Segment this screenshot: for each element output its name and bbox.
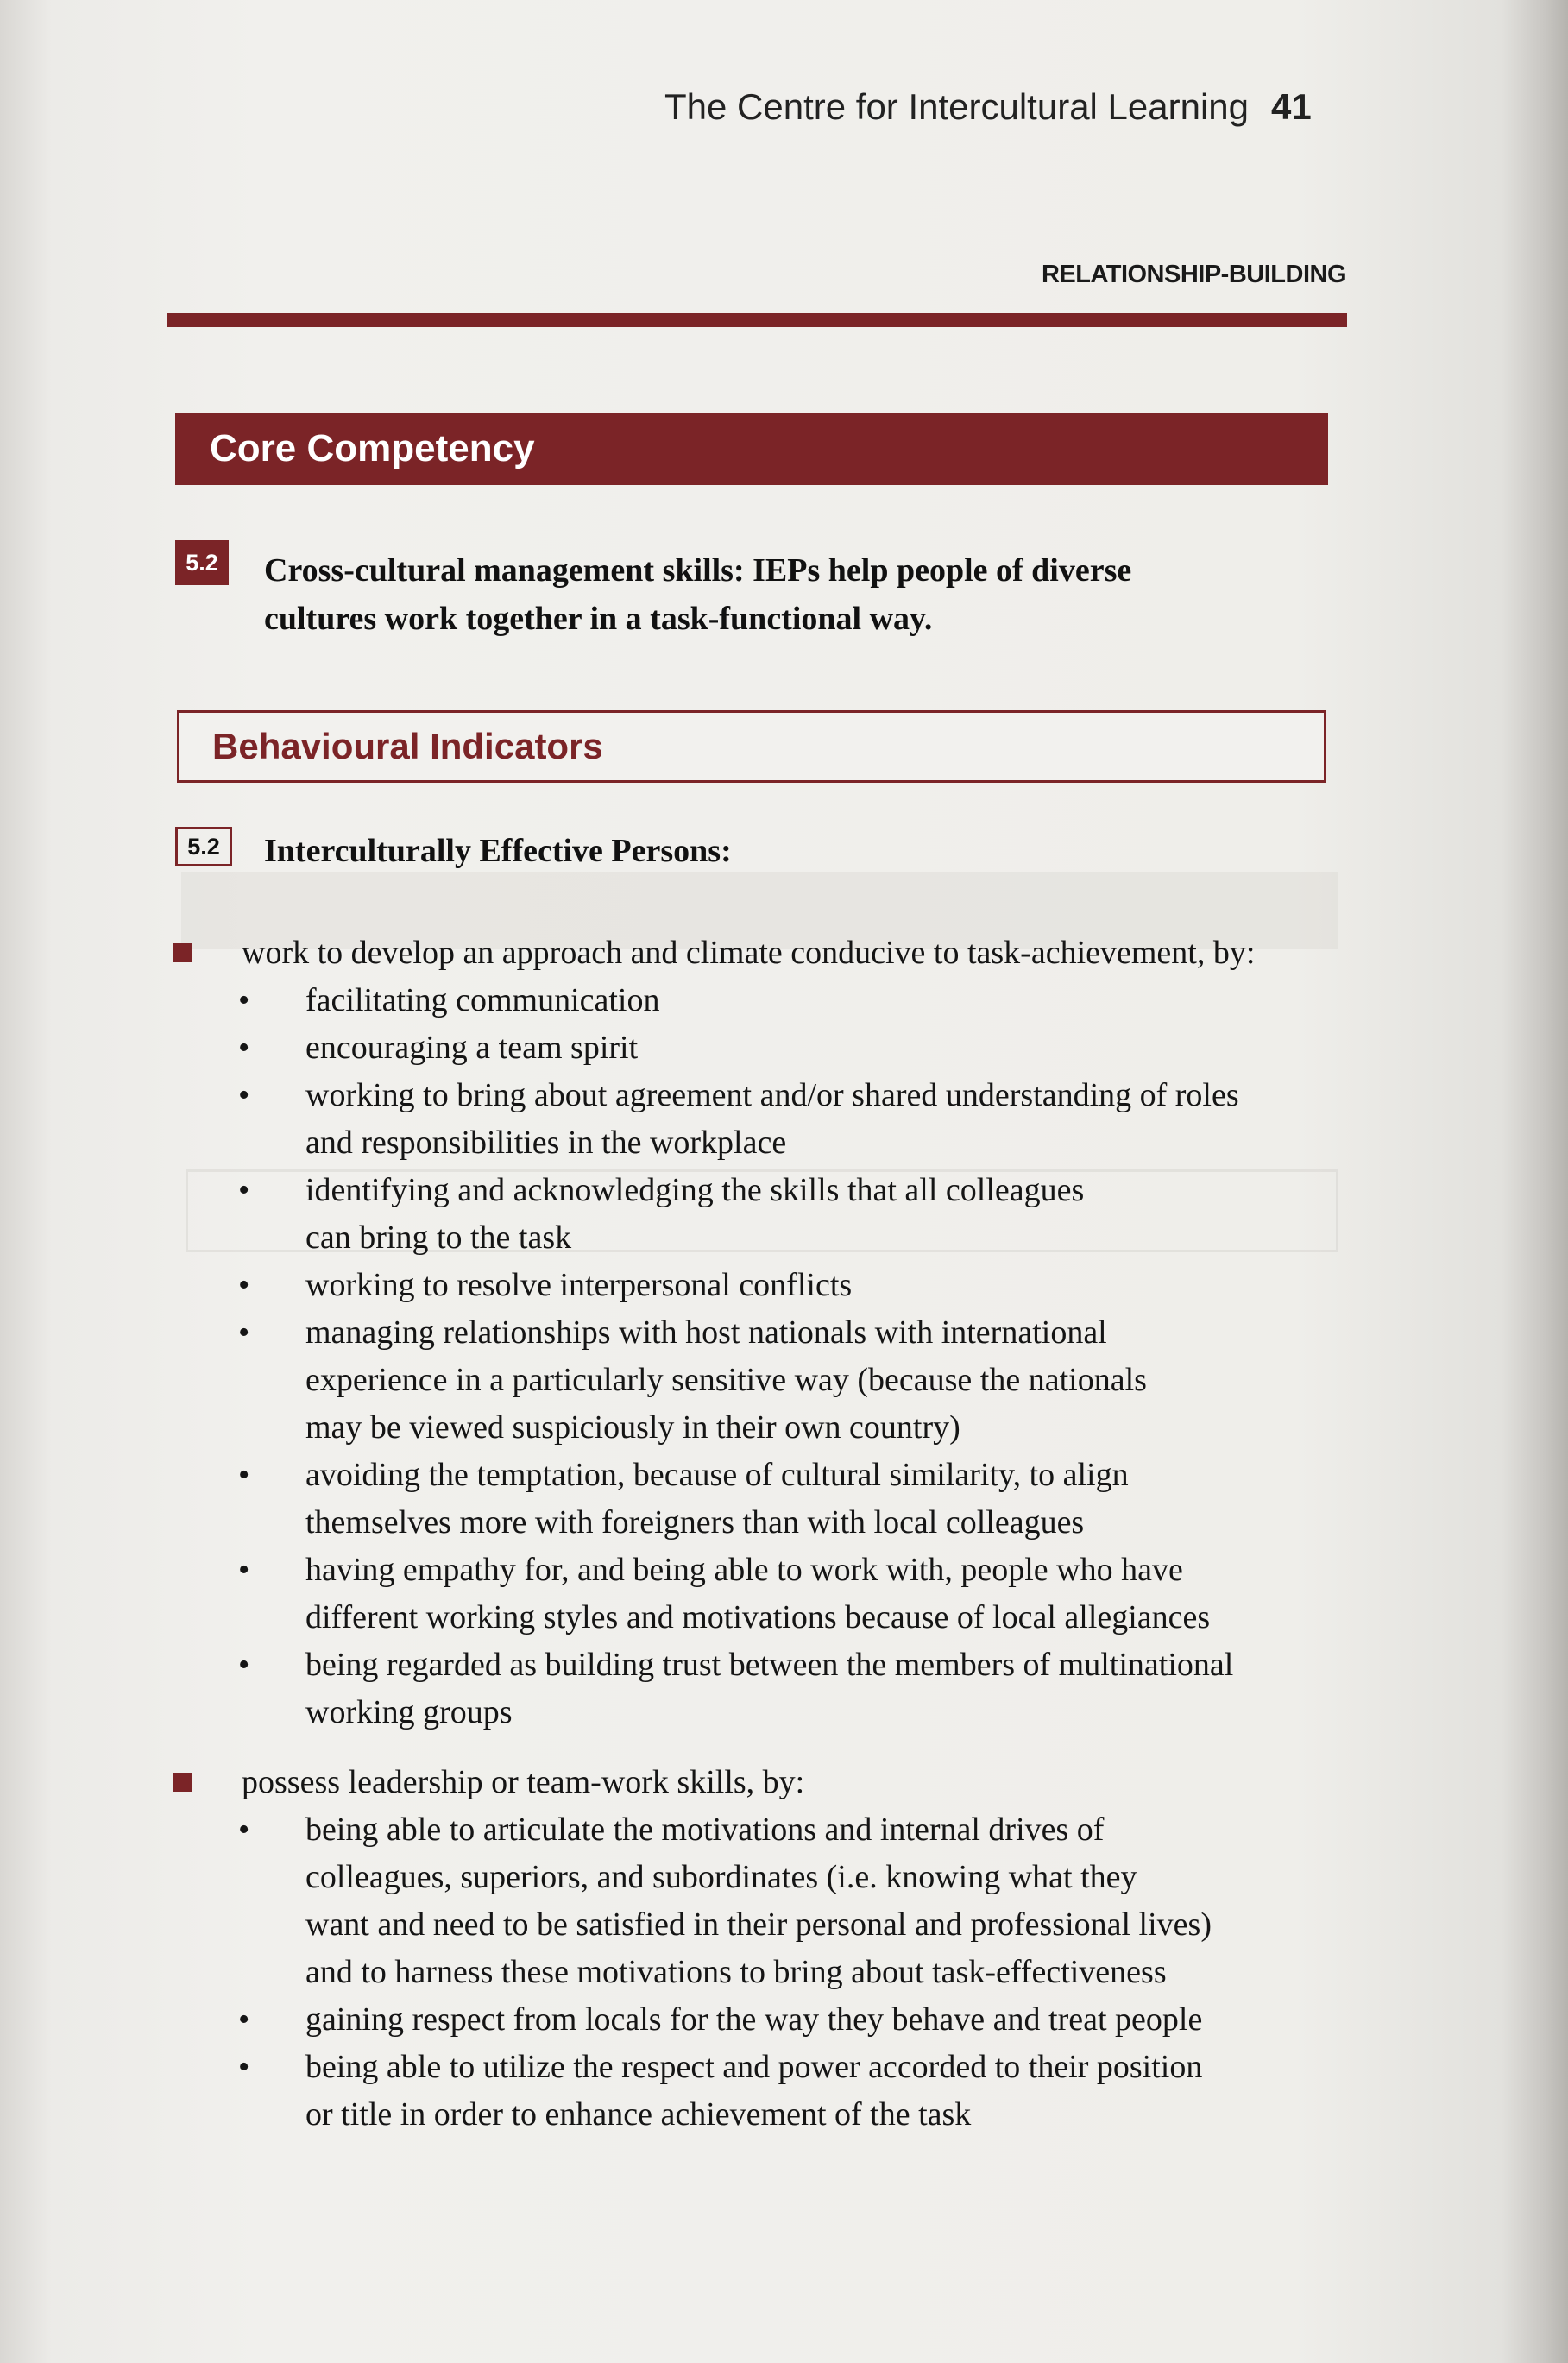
list-item xyxy=(238,1996,1360,2044)
list-item-line: and to harness these motivations to bring about task-effectiveness xyxy=(305,1954,1167,1990)
list-item-line: identifying and acknowledging the skills that all colleagues xyxy=(305,1172,1085,1208)
indicator-group xyxy=(169,1759,1360,2139)
page-number: 41 xyxy=(1271,86,1312,127)
bullet-dot-icon: • xyxy=(238,1172,250,1208)
list-item xyxy=(238,1641,1360,1736)
list-item xyxy=(238,1452,1360,1547)
indicator-lead xyxy=(169,1759,1360,1806)
bullet-dot-icon: • xyxy=(238,1552,250,1588)
indicator-list xyxy=(169,977,1360,1736)
bullet-dot-icon: • xyxy=(238,1457,250,1493)
list-item-line: managing relationships with host nationals with international xyxy=(305,1314,1107,1351)
bullet-dot-icon: • xyxy=(238,1812,250,1848)
list-item xyxy=(238,977,1360,1024)
indicator-lead-text: work to develop an approach and climate conducive to task-achievement, by: xyxy=(242,935,1256,971)
list-item-line: different working styles and motivations because of local allegiances xyxy=(305,1599,1211,1635)
indicator-lead-text: possess leadership or team-work skills, by: xyxy=(242,1764,805,1800)
indicator-lead xyxy=(169,929,1360,977)
list-item-line: or title in order to enhance achievement of the task xyxy=(305,2096,972,2133)
list-item-line: working groups xyxy=(305,1694,513,1730)
list-item-line: working to bring about agreement and/or shared understanding of roles xyxy=(305,1077,1239,1113)
list-item xyxy=(238,1072,1360,1167)
bullet-dot-icon: • xyxy=(238,1314,250,1351)
list-item xyxy=(238,1024,1360,1072)
core-competency-banner: Core Competency xyxy=(175,413,1328,485)
indicators-heading: Interculturally Effective Persons: xyxy=(264,833,732,869)
square-bullet-icon xyxy=(173,1773,192,1792)
statement-line: cultures work together in a task-functional way. xyxy=(264,601,933,637)
list-item-line: working to resolve interpersonal conflicts xyxy=(305,1267,853,1303)
bullet-dot-icon: • xyxy=(238,1647,250,1683)
list-item xyxy=(238,1262,1360,1309)
indicator-group xyxy=(169,929,1360,1736)
bullet-dot-icon: • xyxy=(238,1077,250,1113)
list-item-line: and responsibilities in the workplace xyxy=(305,1125,787,1161)
bullet-dot-icon: • xyxy=(238,2049,250,2085)
indicator-list xyxy=(169,1806,1360,2139)
section-rule xyxy=(167,313,1347,327)
list-item-line: encouraging a team spirit xyxy=(305,1030,639,1066)
list-item-line: being able to utilize the respect and power accorded to their position xyxy=(305,2049,1203,2085)
list-item-line: may be viewed suspiciously in their own country) xyxy=(305,1409,960,1446)
indicator-number-badge: 5.2 xyxy=(175,827,232,866)
bullet-dot-icon: • xyxy=(238,2001,250,2038)
list-item xyxy=(238,1806,1360,1996)
list-item xyxy=(238,1167,1360,1262)
list-item-line: being able to articulate the motivations and internal drives of xyxy=(305,1812,1105,1848)
list-item-line: colleagues, superiors, and subordinates (i.e. knowing what they xyxy=(305,1859,1137,1895)
list-item-line: gaining respect from locals for the way they behave and treat people xyxy=(305,2001,1203,2038)
section-tag: RELATIONSHIP-BUILDING xyxy=(1041,261,1346,288)
header-title: The Centre for Intercultural Learning xyxy=(664,86,1250,127)
square-bullet-icon xyxy=(173,943,192,962)
list-item xyxy=(238,1309,1360,1452)
list-item-line: facilitating communication xyxy=(305,982,660,1018)
list-item-line: being regarded as building trust between the members of multinational xyxy=(305,1647,1234,1683)
list-item-line: experience in a particularly sensitive way (because the nationals xyxy=(305,1362,1147,1398)
bullet-dot-icon: • xyxy=(238,1267,250,1303)
behavioural-indicators-box: Behavioural Indicators xyxy=(177,710,1326,783)
list-item-line: avoiding the temptation, because of cultural similarity, to align xyxy=(305,1457,1129,1493)
list-item-line: having empathy for, and being able to work with, people who have xyxy=(305,1552,1183,1588)
list-item xyxy=(238,1547,1360,1641)
bullet-dot-icon: • xyxy=(238,982,250,1018)
statement-line: Cross-cultural management skills: IEPs help people of diverse xyxy=(264,552,1132,589)
bullet-dot-icon: • xyxy=(238,1030,250,1066)
list-item-line: want and need to be satisfied in their personal and professional lives) xyxy=(305,1906,1212,1943)
list-item-line: themselves more with foreigners than with local colleagues xyxy=(305,1504,1085,1541)
competency-statement xyxy=(264,546,1300,643)
list-item-line: can bring to the task xyxy=(305,1219,572,1256)
running-header xyxy=(664,86,1346,128)
competency-number-badge: 5.2 xyxy=(175,540,229,585)
list-item xyxy=(238,2044,1360,2139)
